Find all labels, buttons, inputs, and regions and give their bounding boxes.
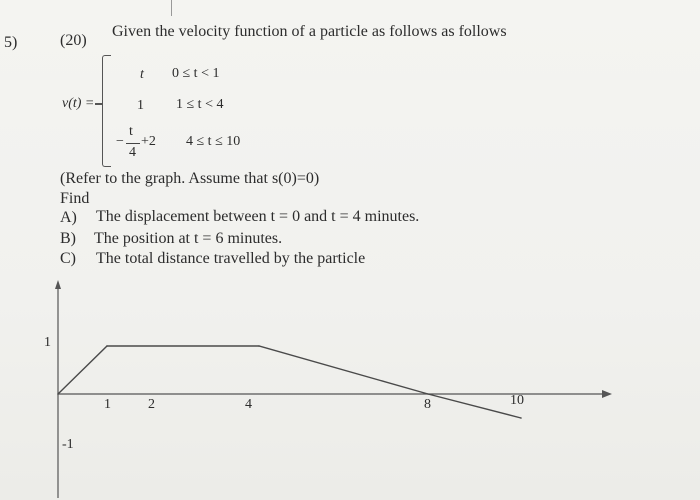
data-point: [258, 345, 260, 347]
part-b-label: B): [60, 230, 76, 247]
piece-3-numerator: t: [129, 124, 133, 139]
find-label: Find: [60, 190, 90, 207]
data-point: [427, 393, 429, 395]
x-tick-label-8: 8: [424, 397, 431, 412]
x-tick-label-1: 1: [104, 397, 111, 412]
part-b-text: The position at t = 6 minutes.: [94, 230, 283, 247]
y-tick-label-neg1: -1: [62, 437, 74, 452]
x-axis-arrow: [602, 390, 612, 398]
part-a-label: A): [60, 209, 77, 226]
piece-2-domain: 1 ≤ t < 4: [176, 97, 224, 112]
velocity-line: [58, 346, 521, 418]
piece-3-denominator: 4: [129, 145, 136, 160]
function-label: v(t) =: [62, 96, 95, 111]
graph-note: (Refer to the graph. Assume that s(0)=0): [60, 170, 320, 187]
data-point: [57, 393, 59, 395]
x-tick-label-2: 2: [148, 397, 155, 412]
part-a-text: The displacement between t = 0 and t = 4 minutes.: [96, 208, 420, 225]
piece-2-expr: 1: [137, 98, 144, 113]
piece-3-minus: −: [116, 134, 124, 149]
data-point: [520, 417, 522, 419]
x-tick-label-10: 10: [510, 393, 524, 408]
problem-statement: Given the velocity function of a particle as follows as follows: [112, 23, 507, 40]
part-c-label: C): [60, 250, 76, 267]
x-tick-label-4: 4: [245, 397, 252, 412]
data-point: [106, 345, 108, 347]
problem-number: 5): [4, 34, 18, 51]
y-axis-arrow: [55, 280, 61, 289]
piece-1-expr: t: [140, 67, 144, 82]
y-tick-label-1: 1: [44, 335, 51, 350]
part-c-text: The total distance travelled by the particle: [96, 250, 366, 267]
piece-3-plus-two: +2: [141, 134, 156, 149]
piece-3-domain: 4 ≤ t ≤ 10: [186, 134, 241, 149]
problem-points: (20): [60, 32, 87, 49]
piece-1-domain: 0 ≤ t < 1: [172, 66, 220, 81]
